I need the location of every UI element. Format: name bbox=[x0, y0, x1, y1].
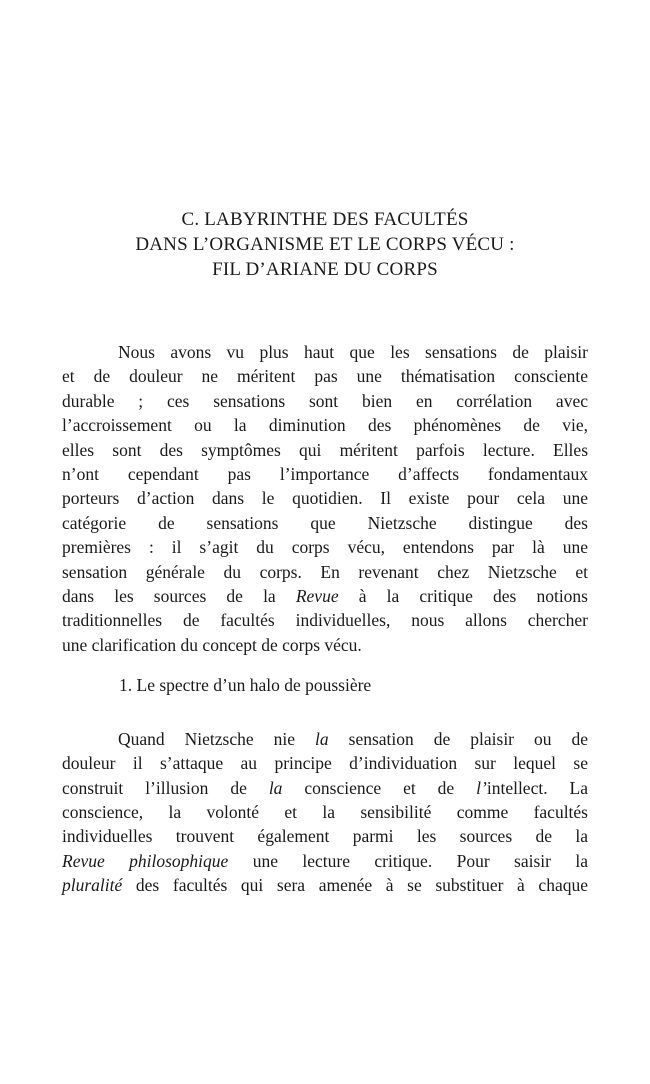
text-line bbox=[62, 389, 588, 413]
text-segment: conscience, la volonté et la sensibilité comme facultés bbox=[62, 801, 588, 822]
text-segment: n’ont cependant pas l’importance d’affects fondamentaux bbox=[62, 464, 588, 485]
text-segment: elles sont des symptômes qui méritent parfois lecture. Elles bbox=[62, 439, 588, 460]
body-paragraph-1 bbox=[62, 340, 588, 657]
text-line bbox=[62, 849, 588, 873]
text-line bbox=[62, 633, 588, 657]
chapter-title bbox=[62, 207, 588, 282]
text-line bbox=[62, 584, 588, 608]
text-segment: porteurs d’action dans le quotidien. Il existe pour cela une bbox=[62, 488, 588, 509]
text-segment: une clarification du concept de corps vécu. bbox=[62, 634, 362, 655]
text-segment: à la critique des notions bbox=[338, 586, 588, 607]
chapter-title-line-3: FIL D’ARIANE DU CORPS bbox=[212, 259, 438, 280]
text-line bbox=[62, 535, 588, 559]
text-segment: une lecture critique. Pour saisir la bbox=[228, 850, 589, 871]
text-segment: conscience et de bbox=[282, 777, 477, 798]
italic-text-segment: l’ bbox=[476, 777, 487, 798]
chapter-title-line-2: DANS L’ORGANISME ET LE CORPS VÉCU : bbox=[135, 234, 515, 255]
text-segment: premières : il s’agit du corps vécu, entendons par là une bbox=[62, 537, 588, 558]
section-heading: 1. Le spectre d’un halo de poussière bbox=[119, 675, 372, 696]
text-line bbox=[62, 364, 588, 388]
text-line bbox=[62, 800, 588, 824]
text-segment: construit l’illusion de bbox=[62, 777, 269, 798]
chapter-title-line-1: C. LABYRINTHE DES FACULTÉS bbox=[181, 209, 469, 230]
text-line bbox=[62, 462, 588, 486]
text-segment: catégorie de sensations que Nietzsche distingue des bbox=[62, 512, 588, 533]
text-segment: sensation de plaisir ou de bbox=[328, 728, 589, 749]
text-line bbox=[62, 751, 588, 775]
text-segment: Quand Nietzsche nie bbox=[118, 728, 316, 749]
text-line bbox=[62, 824, 588, 848]
text-line bbox=[62, 873, 588, 897]
text-segment: dans les sources de la bbox=[62, 586, 296, 607]
italic-text-segment: la bbox=[315, 728, 329, 749]
text-segment: individuelles trouvent également parmi les sources de la bbox=[62, 826, 588, 847]
italic-text-segment: Revue philosophique bbox=[62, 850, 229, 871]
italic-text-segment: Revue bbox=[295, 586, 339, 607]
text-line bbox=[62, 560, 588, 584]
text-segment: traditionnelles de facultés individuelles, nous allons chercher bbox=[62, 610, 588, 631]
text-segment: Nous avons vu plus haut que les sensations de plaisir bbox=[118, 342, 588, 362]
text-line bbox=[62, 776, 588, 800]
text-line bbox=[62, 340, 588, 364]
text-line bbox=[62, 608, 588, 632]
italic-text-segment: pluralité bbox=[62, 875, 123, 896]
text-line bbox=[62, 486, 588, 510]
text-segment: intellect. La bbox=[486, 777, 588, 798]
text-segment: des facultés qui sera amenée à se substituer à chaque bbox=[122, 875, 588, 896]
text-line bbox=[62, 511, 588, 535]
text-line bbox=[62, 727, 588, 751]
text-segment: l’accroissement ou la diminution des phénomènes de vie, bbox=[62, 415, 588, 436]
text-segment: douleur il s’attaque au principe d’individuation sur lequel se bbox=[62, 753, 588, 774]
text-segment: sensation générale du corps. En revenant chez Nietzsche et bbox=[62, 561, 588, 582]
text-line bbox=[62, 438, 588, 462]
text-segment: durable ; ces sensations sont bien en corrélation avec bbox=[62, 390, 588, 411]
body-paragraph-2 bbox=[62, 727, 588, 898]
text-line bbox=[62, 413, 588, 437]
text-segment: et de douleur ne méritent pas une thématisation consciente bbox=[62, 366, 588, 387]
italic-text-segment: la bbox=[268, 777, 283, 798]
